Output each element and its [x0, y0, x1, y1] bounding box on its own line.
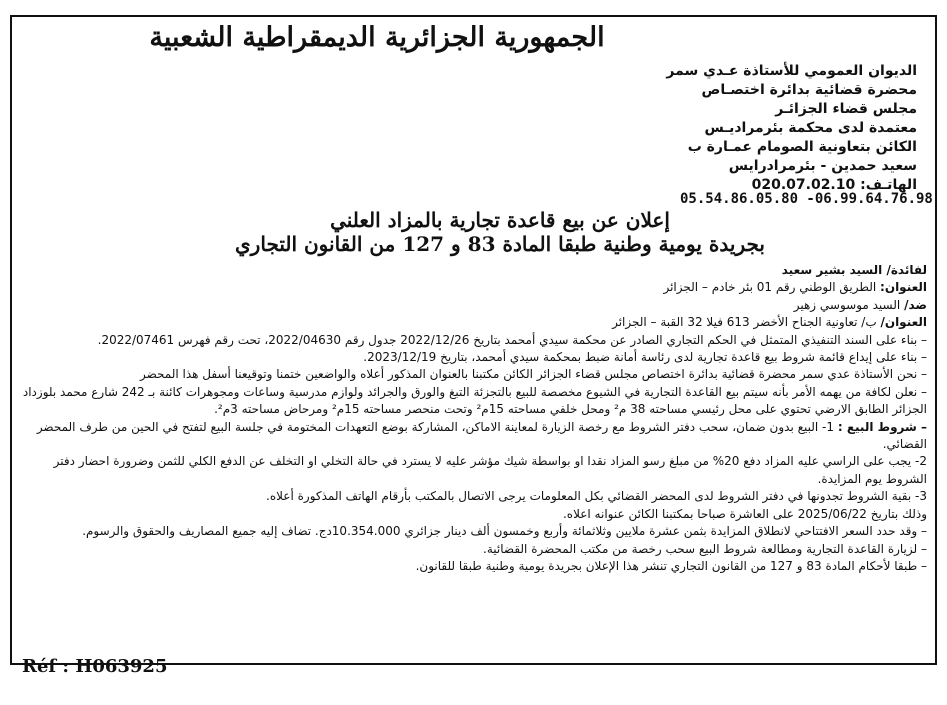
reference-number: Réf : H063925	[22, 656, 168, 677]
address2-label: العنوان/	[880, 315, 927, 330]
paragraph-remaining: 3- بقية الشروط تجدونها في دفتر الشروط لدى المحضر القضائي بكل المعلومات يرجى الاتصال بالمكتب بأرقام الهاتف المذكورة أعلاه.	[266, 489, 927, 504]
office-line: مجلس قضاء الجزائـر	[775, 101, 917, 117]
beneficiary-label: لفائدة/	[886, 263, 927, 277]
beneficiary-line	[22, 262, 927, 279]
paragraph-date: وذلك بتاريخ 2025/06/22 على العاشرة صباحا بمكتبنا الكائن عنوانه اعلاه.	[562, 506, 927, 521]
office-line: الكائن بتعاونية الصومام عمـارة ب	[687, 139, 917, 155]
republic-title: الجمهورية الجزائرية الديمقراطية الشعبية	[149, 22, 605, 53]
paragraph-deposit: – بناء على إيداع قائمة شروط بيع قاعدة تجارية لدى رئاسة أمانة ضبط بمحكمة سيدي أمحمد، بتاريخ 2023/12/19.	[363, 350, 927, 365]
office-line: سعيد حمدين - بئرمرادرايس	[728, 158, 917, 174]
address1-label: العنوان:	[880, 280, 927, 295]
paragraph-payment: 2- يجب على الراسي عليه المزاد دفع 20% من مبلغ رسو المزاد نقدا او بواسطة شيك مؤشر عليه لا يسترد في حالة التخلي او التخلف عن الدفع الكلي للثمن وضرورة احضار دفتر الشروط يوم المزايدة.	[53, 454, 927, 486]
office-line: محضرة قضائية بدائرة اختصـاص	[701, 82, 917, 98]
against-label: ضد/	[904, 297, 927, 312]
mobile-numbers: 05.54.86.05.80 -06.99.64.76.98	[680, 191, 933, 207]
conditions-label: – شروط البيع :	[837, 419, 927, 434]
address2-line	[22, 314, 927, 331]
address2-value: ب/ تعاونية الجناح الأخضر 613 فيلا 32 القبة – الجزائر	[612, 315, 881, 330]
paragraph-judgment: – بناء على السند التنفيذي المتمثل في الحكم التجاري الصادر عن محكمة سيدي أمحمد بتاريخ 2022/12/26 جدول رقم 2022/04630، تحت رقم فهرس 2022/07461.	[97, 332, 927, 347]
paragraph-visit: – لزيارة القاعدة التجارية ومطالعة شروط البيع سحب رخصة من مكتب المحضرة القضائية.	[483, 541, 927, 556]
paragraph-sale: – نعلن لكافة من يهمه الأمر بأنه سيتم بيع القاعدة التجارية في الشيوع مخصصة للبيع بالتجزئة التبغ والورق والجرائد ولوازم مدرسية وساعات ومجوهرات كائنة بـ 242 شارع محمد بلوزداد الجزائر الطابق الارضي تحتوي على محل رئيسي مساحته 38 م² ومحل خلفي مساحته 15م² وتحت منحصر مساحته 15م² ومرحاض مساحته 3م².	[22, 384, 927, 417]
paragraph-conditions	[22, 419, 927, 454]
notice-body	[22, 262, 927, 575]
paragraph-bailiff: – نحن الأستاذة عدي سمر محضرة قضائية بدائرة اختصاص مجلس قضاء الجزائر الكائن مكتبنا بالعنوان المذكور أعلاه والواضعين ختمنا وتوقيعنا أسفل هذا المحضر	[139, 367, 927, 382]
office-phone-line: الهاتـف: 020.07.02.10	[751, 177, 917, 193]
office-line: الديوان العمومي للأستاذة عـدي سمر	[666, 63, 917, 79]
left-border	[10, 15, 12, 665]
office-line: معتمدة لدى محكمة بئرمراديـس	[704, 120, 917, 136]
right-border	[935, 15, 937, 665]
paragraph-price: – وقد حدد السعر الافتتاحي لانطلاق المزايدة بثمن عشرة ملايين وثلاثمائة وأربع وخمسون ألف دينار جزائري 10.354.000دج. تضاف إليه جميع المصاريف والحقوق والرسوم.	[82, 524, 927, 539]
paragraph-publication: – طبقا لأحكام المادة 83 و 127 من القانون التجاري تنشر هذا الإعلان بجريدة يومية وطنية طبقا للقانون.	[415, 558, 927, 573]
top-border	[10, 15, 937, 17]
address1-line	[22, 279, 927, 296]
office-block	[597, 62, 917, 195]
notice-title: إعلان عن بيع قاعدة تجارية بالمزاد العلني	[330, 208, 670, 232]
address1-value: الطريق الوطني رقم 01 بئر خادم – الجزائر	[663, 280, 881, 295]
notice-subtitle: بجريدة يومية وطنية طبقا المادة 83 و 127 من القانون التجاري	[235, 232, 765, 256]
against-line	[22, 297, 927, 314]
against-name: السيد موسوسي زهير	[793, 297, 905, 312]
beneficiary-name: السيد بشير سعيد	[781, 263, 887, 277]
conditions-text: 1- البيع بدون ضمان، سحب دفتر الشروط مع رخصة الزيارة لمعاينة الاماكن، المشاركة بوضع التعهدات المختومة في جلسة البيع لتفتح في الحين من طرف المحضر القضائي.	[36, 419, 927, 452]
